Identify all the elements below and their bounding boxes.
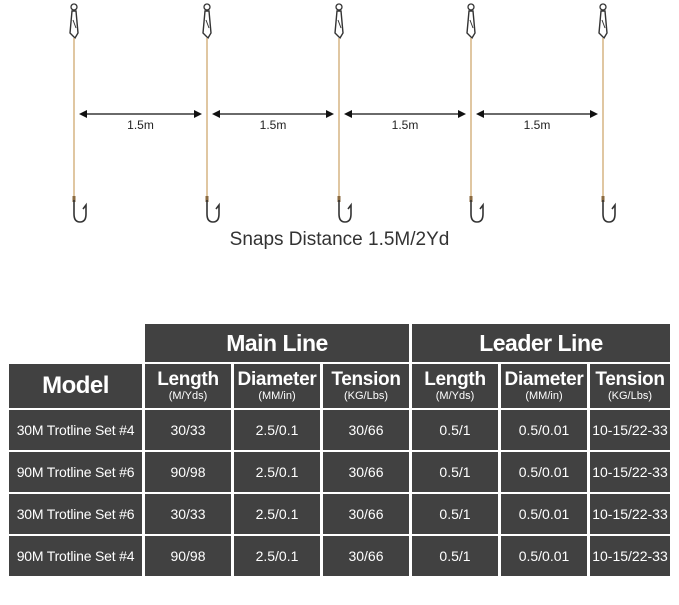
swivel-icon (204, 4, 210, 10)
column-header (323, 364, 409, 408)
column-header-unit: (KG/Lbs) (607, 390, 652, 402)
snap-spacing-diagram (0, 0, 679, 225)
swivel-icon (71, 4, 77, 10)
spacing-arrow (79, 110, 202, 132)
column-header-title: Length (424, 369, 486, 390)
model-header: Model (9, 364, 142, 408)
hook-icon (339, 200, 351, 222)
value-cell: 30/66 (323, 494, 409, 534)
hook-icon (603, 200, 615, 222)
value-cell: 10-15/22-33 (590, 536, 670, 576)
column-header (145, 364, 231, 408)
value-cell: 0.5/1 (412, 452, 498, 492)
column-header (501, 364, 587, 408)
value-cell: 2.5/0.1 (234, 536, 320, 576)
column-header-unit: (KG/Lbs) (343, 390, 388, 402)
value-cell: 2.5/0.1 (234, 452, 320, 492)
snap-leader (599, 4, 615, 222)
diagram-caption: Snaps Distance 1.5M/2Yd (229, 229, 450, 250)
value-cell: 2.5/0.1 (234, 410, 320, 450)
swivel-icon (336, 4, 342, 10)
hook-icon (207, 200, 219, 222)
snap-clip-icon (335, 11, 343, 38)
column-header-unit: (MM/in) (258, 390, 296, 402)
value-cell: 0.5/0.01 (501, 452, 587, 492)
value-cell: 30/33 (145, 494, 231, 534)
leader-line-header: Leader Line (412, 324, 670, 362)
value-cell: 0.5/0.01 (501, 536, 587, 576)
table-row (9, 452, 670, 492)
spacing-label: 1.5m (523, 118, 551, 132)
value-cell: 30/66 (323, 452, 409, 492)
spacing-arrow (212, 110, 334, 132)
snap-clip-icon (599, 11, 607, 38)
spacing-label: 1.5m (259, 118, 287, 132)
value-cell: 10-15/22-33 (590, 410, 670, 450)
swivel-icon (600, 4, 606, 10)
value-cell: 0.5/1 (412, 494, 498, 534)
snap-clip-icon (203, 11, 211, 38)
value-cell: 10-15/22-33 (590, 452, 670, 492)
snap-leaders (70, 4, 615, 222)
value-cell: 0.5/0.01 (501, 410, 587, 450)
column-header-title: Diameter (237, 369, 317, 390)
value-cell: 0.5/0.01 (501, 494, 587, 534)
column-header-unit: (M/Yds) (435, 390, 475, 402)
swivel-icon (468, 4, 474, 10)
column-header-unit: (MM/in) (525, 390, 563, 402)
snap-clip-icon (70, 11, 78, 38)
value-cell: 2.5/0.1 (234, 494, 320, 534)
hook-icon (74, 200, 86, 222)
column-header (412, 364, 498, 408)
table-corner (9, 324, 142, 362)
model-cell: 90M Trotline Set #4 (9, 536, 142, 576)
value-cell: 30/66 (323, 410, 409, 450)
spec-table (6, 322, 673, 578)
model-cell: 30M Trotline Set #4 (9, 410, 142, 450)
value-cell: 10-15/22-33 (590, 494, 670, 534)
spacing-label: 1.5m (391, 118, 419, 132)
hook-icon (471, 200, 483, 222)
value-cell: 90/98 (145, 452, 231, 492)
snap-clip-icon (467, 11, 475, 38)
value-cell: 30/66 (323, 536, 409, 576)
column-header-title: Tension (331, 369, 401, 390)
table-row (9, 536, 670, 576)
spacing-arrow (344, 110, 466, 132)
column-header-unit: (M/Yds) (168, 390, 208, 402)
spacing-label: 1.5m (127, 118, 154, 132)
column-header (234, 364, 320, 408)
column-header-title: Diameter (504, 369, 584, 390)
table-row (9, 494, 670, 534)
value-cell: 0.5/1 (412, 410, 498, 450)
value-cell: 90/98 (145, 536, 231, 576)
column-header-title: Tension (595, 369, 665, 390)
spacing-arrow (476, 110, 598, 132)
column-header (590, 364, 670, 408)
table-row (9, 410, 670, 450)
model-cell: 90M Trotline Set #6 (9, 452, 142, 492)
model-cell: 30M Trotline Set #6 (9, 494, 142, 534)
main-line-header: Main Line (145, 324, 409, 362)
value-cell: 0.5/1 (412, 536, 498, 576)
value-cell: 30/33 (145, 410, 231, 450)
column-header-title: Length (157, 369, 219, 390)
